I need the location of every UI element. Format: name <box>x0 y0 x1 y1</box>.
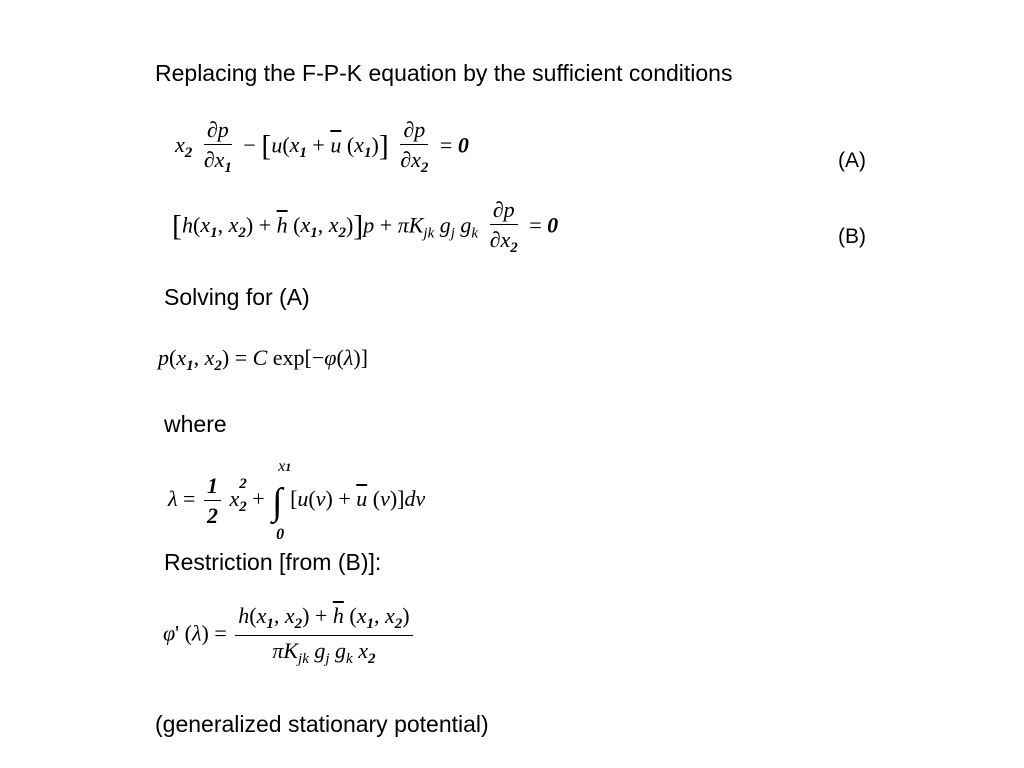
equation-b: [$h(x_1$, $x_2) + \overline{h}$ ($x_1$, $x_2)]p + \pi K_{jk}$ $g_j$ $g_k$ $\frac{\partial p}{\partial x_2}$ = 0 <box>172 197 559 257</box>
solving-text: Solving for (A) <box>164 284 310 310</box>
equation-a: $x_2$ $\frac{\partial p}{\partial x_1}$ − [$u(x_1 + \overline{u}$ $(x_1)$] $\frac{\partial p}{\partial x_2}$ = 0 <box>175 117 469 177</box>
equation-lambda: λ = $\frac{1}{2}$ x $_{2 2}$ + ∫ x1 0 [$u(v) + \overline{u}$ (v)]dv <box>168 458 426 544</box>
slide-heading: Replacing the F-P-K equation by the sufficient conditions <box>155 60 733 86</box>
restriction-text: Restriction [from (B)]: <box>164 549 382 575</box>
where-text: where <box>164 411 227 437</box>
equation-b-label: (B) <box>838 225 866 248</box>
footer-text: (generalized stationary potential) <box>155 711 489 737</box>
equation-solution: $p(x_1$, $x_2) = C$ exp[−φ(λ)] <box>158 345 368 374</box>
equation-a-label: (A) <box>838 149 866 172</box>
equation-phi-prime: φ' (λ) = $\frac{h(x_1, x_2) + \overline{h} (x_1, x_2)}{\pi K_{jk} g_j g_k x_2}$ <box>163 604 416 667</box>
